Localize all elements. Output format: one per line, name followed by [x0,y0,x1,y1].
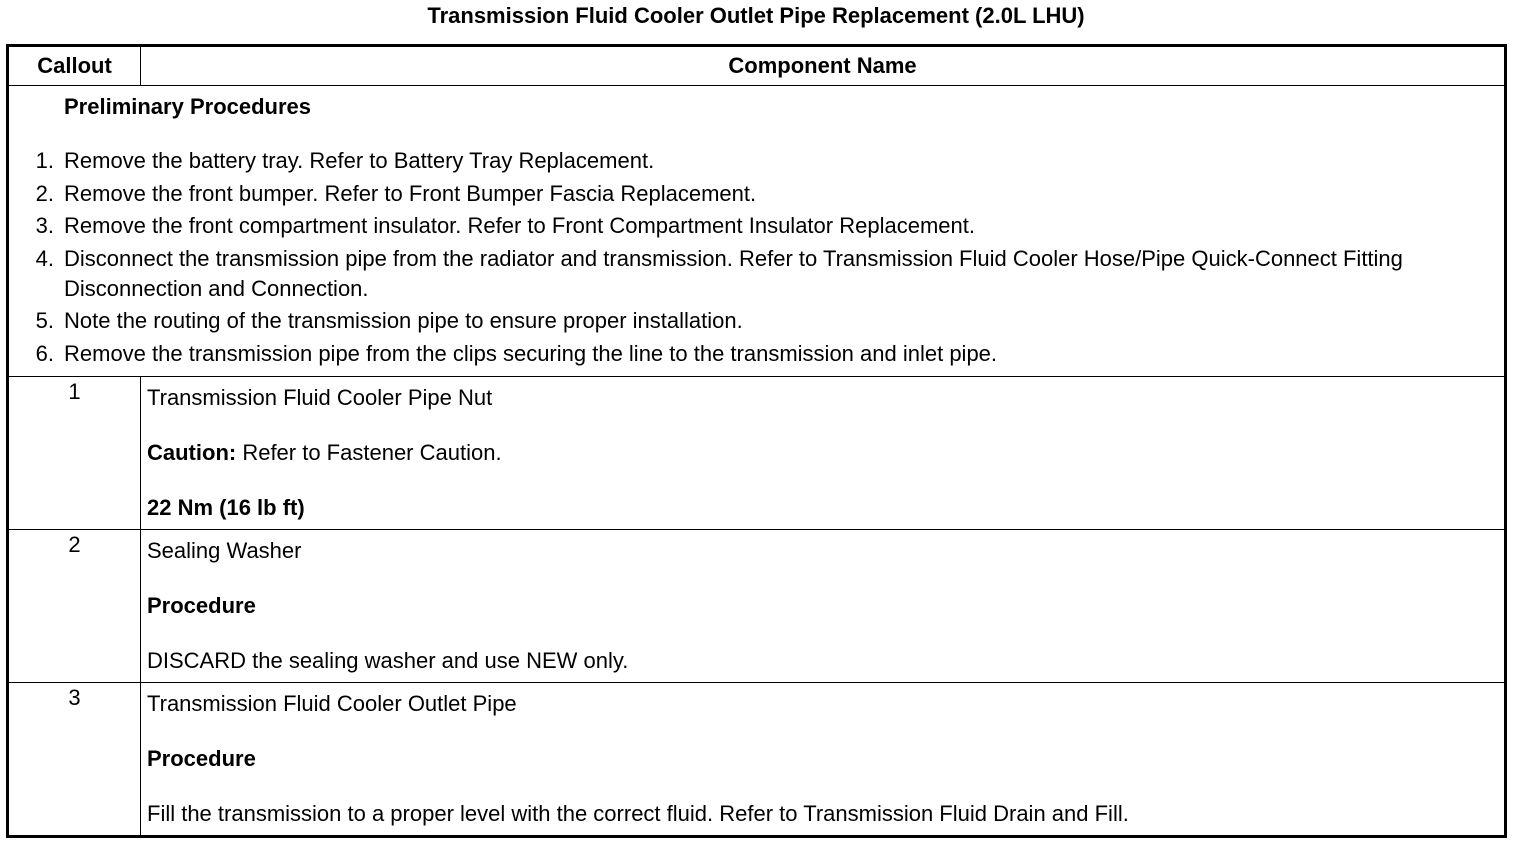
step-5 [9,306,1496,336]
step-number: 5. [35,308,54,333]
step-text: Remove the battery tray. Refer to Battery Tray Replacement. [64,148,655,173]
step-text: Remove the front bumper. Refer to Front Bumper Fascia Replacement. [64,180,757,206]
preliminary-row [8,86,1506,377]
procedure-text: Fill the transmission to a proper level with the correct fluid. Refer to Transmission Fluid Drain and Fill. [147,801,1129,826]
document-title: Transmission Fluid Cooler Outlet Pipe Replacement (2.0L LHU) [427,3,1085,28]
preliminary-steps [9,146,1496,369]
component-cell [141,530,1506,683]
step-6 [9,339,1496,369]
component-cell [141,683,1506,837]
procedure-text: DISCARD the sealing washer and use NEW only. [147,648,629,673]
step-4 [9,244,1496,304]
component-cell [141,377,1506,530]
component-name: Transmission Fluid Cooler Outlet Pipe [147,691,517,716]
step-text: Remove the front compartment insulator. Refer to Front Compartment Insulator Replacement. [64,213,975,238]
table-row [8,683,1506,837]
step-number: 6. [35,340,54,366]
step-1 [9,146,1496,176]
step-number: 2. [35,180,54,206]
callout-number: 1 [8,377,141,530]
callout-number: 3 [8,683,141,837]
step-text: Disconnect the transmission pipe from the radiator and transmission. Refer to Transmission Fluid Cooler Hose/Pipe Quick-Connect Fitting Disconnection and Connection. [64,245,1403,301]
step-2 [9,179,1496,209]
procedure-table [6,44,1507,838]
caution-note [147,438,1498,468]
procedure-label: Procedure [147,746,256,771]
caution-label: Caution: [147,440,237,465]
preliminary-cell [8,86,1506,377]
component-name: Sealing Washer [147,538,302,563]
preliminary-heading: Preliminary Procedures [64,94,312,119]
table-header-row [8,46,1506,86]
callout-header: Callout [8,46,141,86]
step-text: Remove the transmission pipe from the clips securing the line to the transmission and inlet pipe. [64,340,998,366]
procedure-label: Procedure [147,593,256,618]
step-text: Note the routing of the transmission pipe to ensure proper installation. [64,308,743,333]
caution-text: Refer to Fastener Caution. [236,440,502,465]
torque-spec: 22 Nm (16 lb ft) [147,495,305,520]
step-number: 1. [35,148,54,173]
callout-number: 2 [8,530,141,683]
component-name: Transmission Fluid Cooler Pipe Nut [147,385,493,410]
table-row [8,377,1506,530]
table-row [8,530,1506,683]
step-number: 4. [35,245,54,271]
step-number: 3. [35,213,54,238]
component-name-header: Component Name [141,46,1506,86]
step-3 [9,211,1496,241]
